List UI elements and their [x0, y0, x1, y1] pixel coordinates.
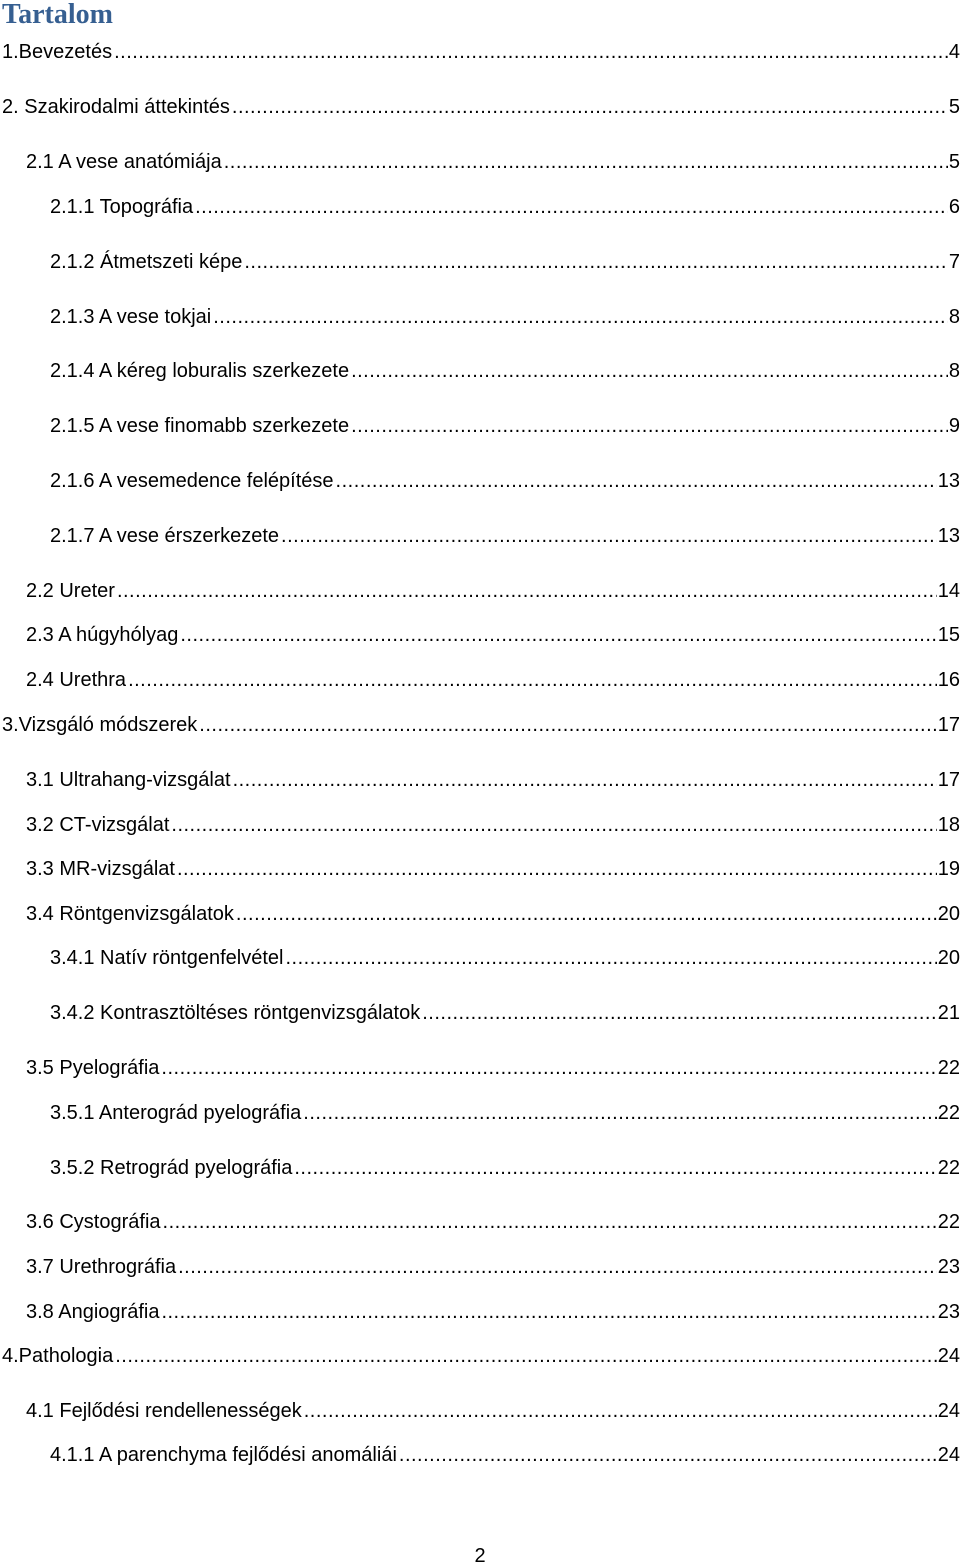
dot-leader [178, 1253, 937, 1281]
toc-entry-1[interactable] [2, 38, 960, 66]
dot-leader [244, 248, 948, 276]
toc-entry-2-1-2[interactable] [50, 248, 960, 276]
toc-entry-label: 1.Bevezetés [2, 41, 113, 63]
toc-entry-4-1[interactable] [26, 1397, 960, 1425]
dot-leader [399, 1441, 937, 1469]
toc-entry-page: 4 [948, 41, 960, 63]
toc-entry-2-1-1[interactable] [50, 193, 960, 221]
dot-leader [195, 193, 948, 221]
toc-entry-label: 3.1 Ultrahang-vizsgálat [26, 769, 231, 791]
toc-entry-label: 3.4.2 Kontrasztöltéses röntgenvizsgálatok [50, 1002, 421, 1024]
toc-entry-label: 3.5 Pyelográfia [26, 1057, 160, 1079]
toc-entry-label: 3.5.2 Retrográd pyelográfia [50, 1157, 293, 1179]
toc-entry-page: 23 [937, 1256, 960, 1278]
toc-entry-2-1-6[interactable] [50, 467, 960, 495]
toc-entry-3-4-2[interactable] [50, 999, 960, 1027]
toc-entry-3-5-1[interactable] [50, 1099, 960, 1127]
toc-entry-label: 2.1.6 A vesemedence felépítése [50, 470, 334, 492]
toc-entry-label: 3.3 MR-vizsgálat [26, 858, 175, 880]
dot-leader [171, 811, 936, 839]
toc-entry-label: 4.1.1 A parenchyma fejlődési anomáliái [50, 1444, 397, 1466]
toc-entry-page: 5 [948, 151, 960, 173]
toc-entry-label: 2.1.1 Topográfia [50, 196, 194, 218]
toc-entry-3-5[interactable] [26, 1054, 960, 1082]
toc-entry-label: 4.1 Fejlődési rendellenességek [26, 1400, 302, 1422]
dot-leader [336, 467, 937, 495]
dot-leader [233, 766, 937, 794]
toc-entry-label: 4.Pathologia [2, 1345, 114, 1367]
toc-entry-label: 2.1.5 A vese finomabb szerkezete [50, 415, 350, 437]
toc-entry-2-3[interactable] [26, 621, 960, 649]
toc-entry-page: 22 [937, 1102, 960, 1124]
toc-entry-page: 5 [948, 96, 960, 118]
toc-entry-page: 15 [937, 624, 960, 646]
toc-entry-page: 6 [948, 196, 960, 218]
toc-entry-3-8[interactable] [26, 1298, 960, 1326]
dot-leader [180, 621, 936, 649]
toc-entry-3[interactable] [2, 711, 960, 739]
toc-entry-page: 13 [937, 525, 960, 547]
dot-leader [117, 577, 937, 605]
toc-entry-page: 22 [937, 1057, 960, 1079]
toc-entry-2-1-7[interactable] [50, 522, 960, 550]
dot-leader [213, 303, 948, 331]
toc-entry-3-7[interactable] [26, 1253, 960, 1281]
toc-entry-page: 20 [937, 947, 960, 969]
toc-entry-2-1-5[interactable] [50, 412, 960, 440]
toc-entry-3-6[interactable] [26, 1208, 960, 1236]
toc-entry-label: 2.1 A vese anatómiája [26, 151, 222, 173]
toc-entry-2-4[interactable] [26, 666, 960, 694]
toc-entry-page: 20 [937, 903, 960, 925]
dot-leader [128, 666, 937, 694]
toc-entry-2[interactable] [2, 93, 960, 121]
toc-entry-label: 3.8 Angiográfia [26, 1301, 160, 1323]
dot-leader [294, 1154, 936, 1182]
toc-entry-page: 24 [937, 1444, 960, 1466]
toc-entry-page: 22 [937, 1157, 960, 1179]
toc-entry-page: 17 [937, 714, 960, 736]
toc-entry-label: 2.1.3 A vese tokjai [50, 306, 212, 328]
toc-entry-2-1-4[interactable] [50, 357, 960, 385]
toc-entry-label: 2.4 Urethra [26, 669, 127, 691]
dot-leader [163, 1208, 937, 1236]
dot-leader [114, 38, 948, 66]
dot-leader [303, 1099, 936, 1127]
toc-entry-3-3[interactable] [26, 855, 960, 883]
dot-leader [161, 1298, 936, 1326]
toc-entry-label: 3.7 Urethrográfia [26, 1256, 177, 1278]
toc-entry-page: 8 [948, 306, 960, 328]
toc-entry-4[interactable] [2, 1342, 960, 1370]
dot-leader [224, 148, 948, 176]
toc-entry-page: 7 [948, 251, 960, 273]
toc-entry-page: 24 [937, 1345, 960, 1367]
toc-entry-page: 16 [937, 669, 960, 691]
toc-entry-page: 13 [937, 470, 960, 492]
toc-entry-page: 14 [937, 580, 960, 602]
toc-entry-label: 3.4 Röntgenvizsgálatok [26, 903, 234, 925]
toc-entry-page: 24 [937, 1400, 960, 1422]
toc-entry-page: 22 [937, 1211, 960, 1233]
toc-entry-2-1[interactable] [26, 148, 960, 176]
toc-title: Tartalom [2, 0, 113, 30]
toc-entry-page: 19 [937, 858, 960, 880]
toc-entry-label: 2.1.7 A vese érszerkezete [50, 525, 280, 547]
toc-entry-2-2[interactable] [26, 577, 960, 605]
dot-leader [232, 93, 948, 121]
toc-entry-label: 3.4.1 Natív röntgenfelvétel [50, 947, 284, 969]
toc-entry-label: 3.2 CT-vizsgálat [26, 814, 170, 836]
dot-leader [236, 900, 937, 928]
page-number: 2 [474, 1545, 486, 1567]
toc-entry-3-1[interactable] [26, 766, 960, 794]
toc-entry-3-5-2[interactable] [50, 1154, 960, 1182]
dot-leader [304, 1397, 937, 1425]
toc-entry-page: 18 [937, 814, 960, 836]
toc-entry-label: 3.Vizsgáló módszerek [2, 714, 198, 736]
toc-entry-label: 2.2 Ureter [26, 580, 115, 602]
toc-entry-label: 3.6 Cystográfia [26, 1211, 161, 1233]
toc-entry-3-4-1[interactable] [50, 944, 960, 972]
dot-leader [285, 944, 936, 972]
toc-entry-page: 9 [948, 415, 960, 437]
toc-entry-label: 2.3 A húgyhólyag [26, 624, 179, 646]
toc-entry-3-2[interactable] [26, 811, 960, 839]
toc-entry-page: 21 [937, 1002, 960, 1024]
toc-entry-2-1-3[interactable] [50, 303, 960, 331]
toc-entry-3-4[interactable] [26, 900, 960, 928]
toc-entry-label: 2.1.2 Átmetszeti képe [50, 251, 243, 273]
dot-leader [161, 1054, 936, 1082]
toc-entry-label: 3.5.1 Anterográd pyelográfia [50, 1102, 302, 1124]
dot-leader [351, 412, 948, 440]
toc-entry-label: 2.1.4 A kéreg loburalis szerkezete [50, 360, 350, 382]
dot-leader [177, 855, 937, 883]
dot-leader [115, 1342, 937, 1370]
dot-leader [422, 999, 937, 1027]
toc-entry-page: 17 [937, 769, 960, 791]
toc-entry-page: 8 [948, 360, 960, 382]
dot-leader [281, 522, 937, 550]
toc-entry-label: 2. Szakirodalmi áttekintés [2, 96, 230, 118]
dot-leader [351, 357, 948, 385]
toc-entry-page: 23 [937, 1301, 960, 1323]
dot-leader [199, 711, 936, 739]
toc-entry-4-1-1[interactable] [50, 1441, 960, 1469]
